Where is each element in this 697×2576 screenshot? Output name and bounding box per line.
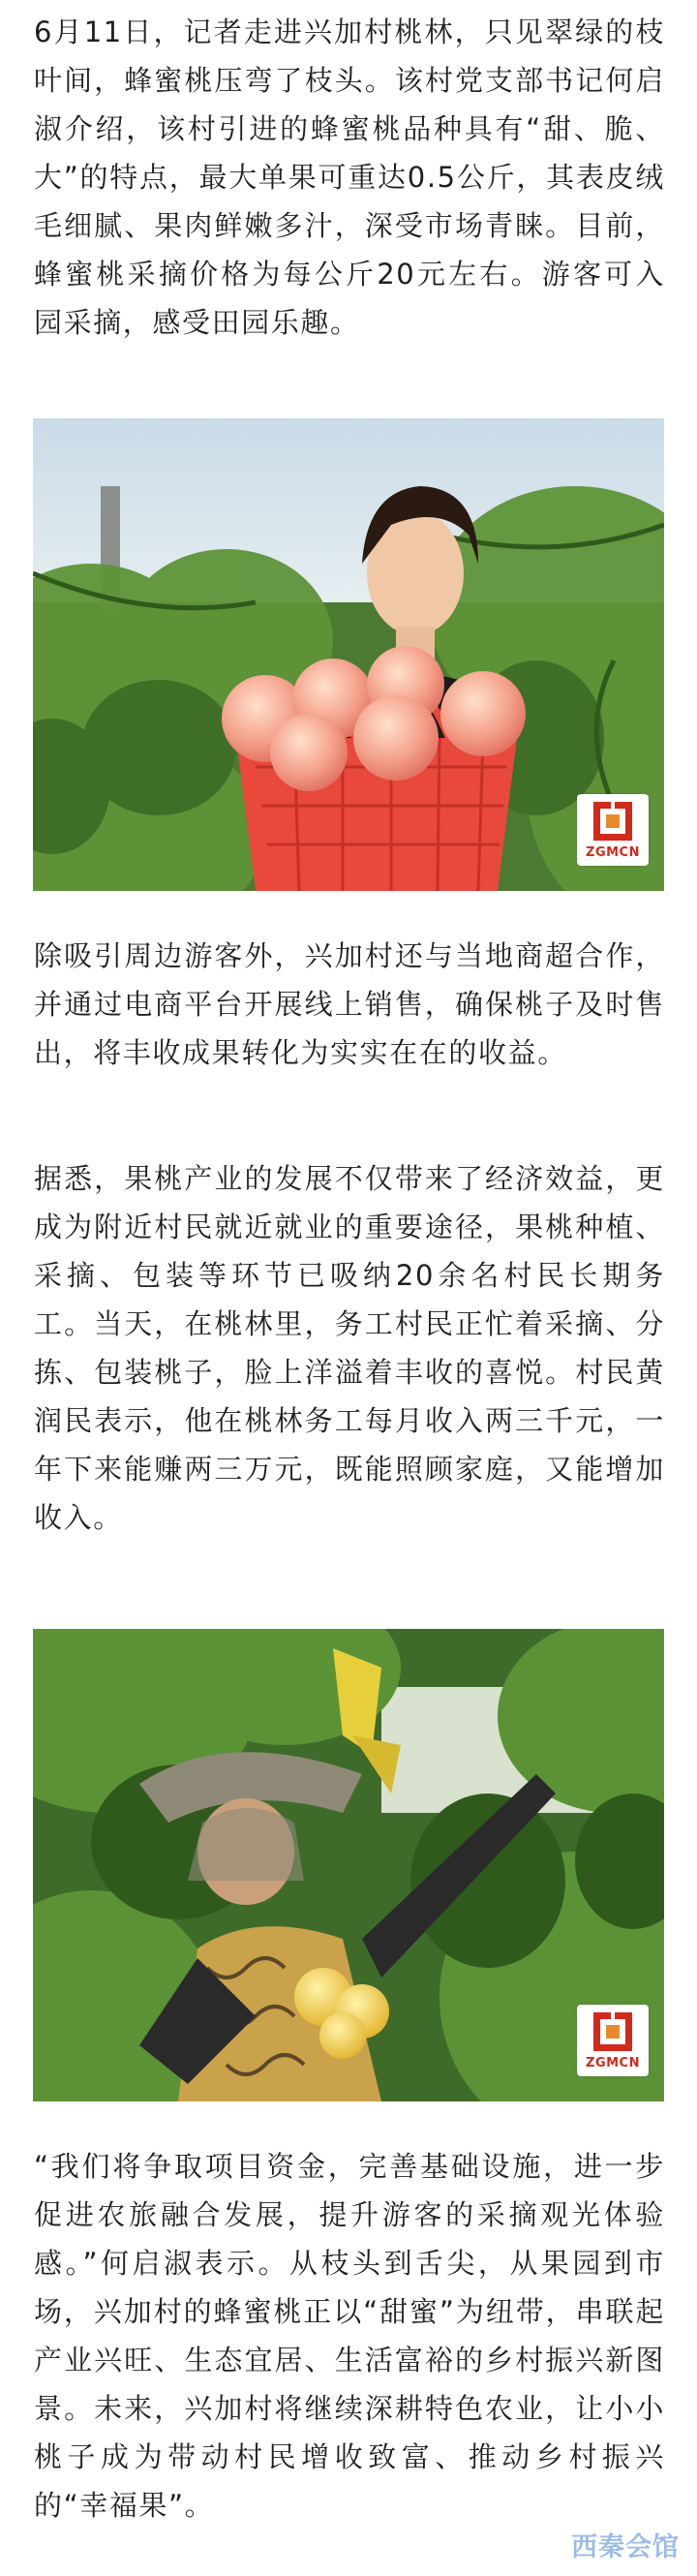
zgmcn-logo-text-2: ZGMCN bbox=[586, 2056, 640, 2070]
photo-peach-picking bbox=[33, 1629, 664, 2101]
zgmcn-logo-icon bbox=[593, 802, 632, 841]
photo-peach-basket bbox=[33, 418, 664, 891]
watermark: 西秦会馆 bbox=[571, 2532, 680, 2562]
photo-peach-picking-image bbox=[33, 1629, 664, 2101]
zgmcn-logo-text: ZGMCN bbox=[586, 845, 640, 860]
zgmcn-logo bbox=[577, 794, 649, 866]
zgmcn-logo-icon-2 bbox=[593, 2012, 632, 2051]
photo-peach-basket-image bbox=[33, 418, 664, 891]
paragraph-3: 据悉，果桃产业的发展不仅带来了经济效益，更成为附近村民就近就业的重要途径，果桃种植、采摘、包装等环节已吸纳20余名村民长期务工。当天，在桃林里，务工村民正忙着采摘、分拣、包装桃子，脸上洋溢着丰收的喜悦。村民黄润民表示，他在桃林务工每月收入两三千元，一年下来能赚两三万元，既能照顾家庭，又能增加收入。 bbox=[34, 1162, 665, 1534]
zgmcn-logo-2 bbox=[577, 2005, 649, 2076]
paragraph-4: “我们将争取项目资金，完善基础设施，进一步促进农旅融合发展，提升游客的采摘观光体验感。”何启淑表示。从枝头到舌尖，从果园到市场，兴加村的蜂蜜桃正以“甜蜜”为纽带，串联起产业兴旺、生态宜居、生活富裕的乡村振兴新图景。未来，兴加村将继续深耕特色农业，让小小桃子成为带动村民增收致富、推动乡村振兴的“幸福果”。 bbox=[34, 2150, 665, 2522]
paragraph-1: 6月11日，记者走进兴加村桃林，只见翠绿的枝叶间，蜂蜜桃压弯了枝头。该村党支部书记何启淑介绍，该村引进的蜂蜜桃品种具有“甜、脆、大”的特点，最大单果可重达0.5公斤，其表皮绒毛细腻、果肉鲜嫩多汁，深受市场青睐。目前，蜂蜜桃采摘价格为每公斤20元左右。游客可入园采摘，感受田园乐趣。 bbox=[34, 15, 665, 339]
paragraph-2: 除吸引周边游客外，兴加村还与当地商超合作，并通过电商平台开展线上销售，确保桃子及时售出，将丰收成果转化为实实在在的收益。 bbox=[34, 939, 665, 1069]
